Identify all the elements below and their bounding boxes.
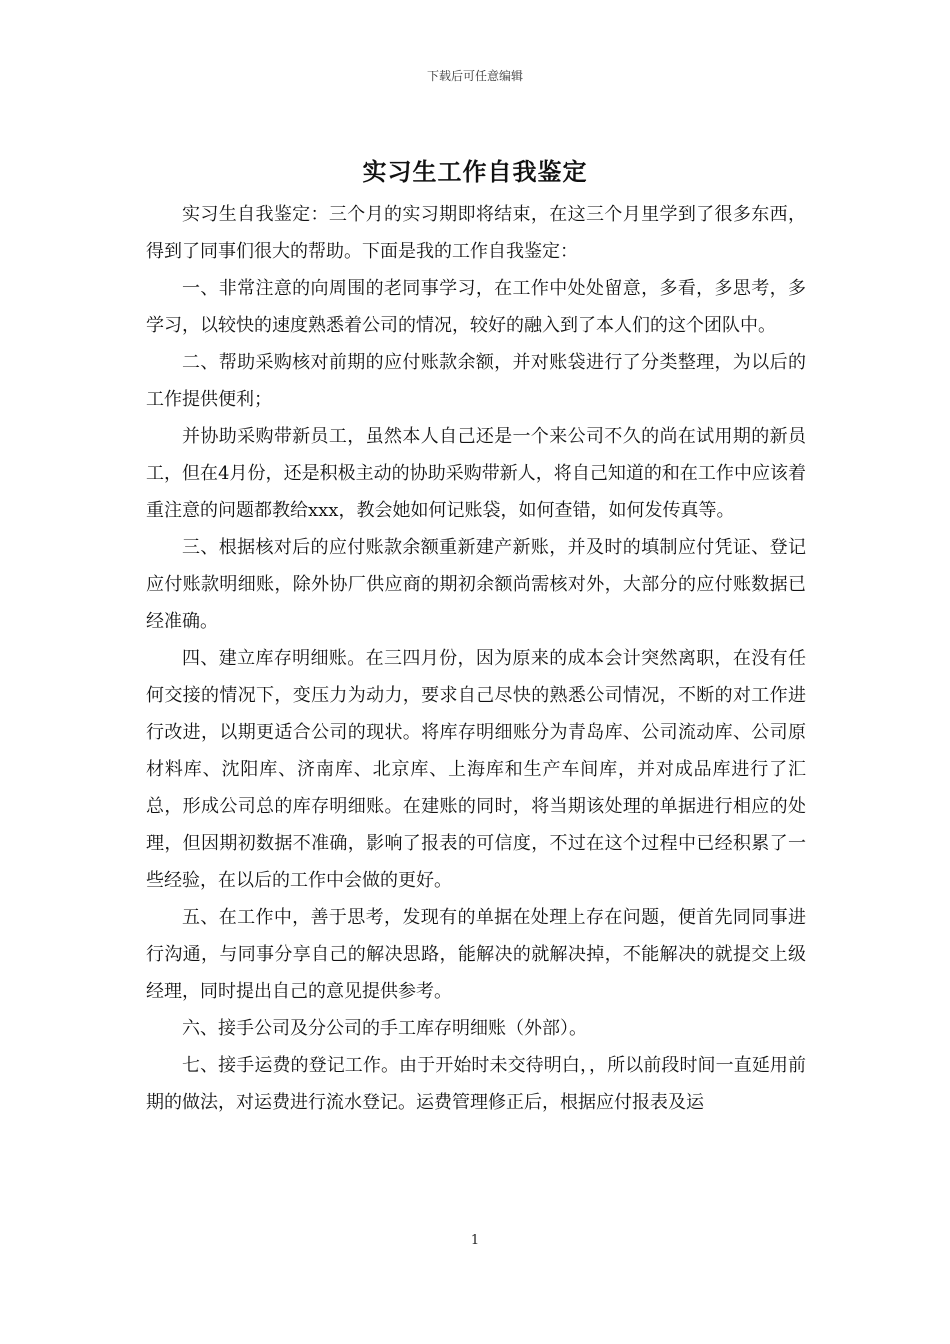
- paragraph-item-7: 七、接手运费的登记工作。由于开始时未交待明白，，所以前段时间一直延用前期的做法，对运费进行流水登记。运费管理修正后，根据应付报表及运: [146, 1055, 806, 1113]
- document-title: 实习生工作自我鉴定: [362, 158, 588, 186]
- page-number: 1: [470, 1233, 480, 1248]
- paragraph-item-2: 二、帮助采购核对前期的应付账款余额，并对账袋进行了分类整理，为以后的工作提供便利；: [146, 352, 806, 410]
- page-header-note: 下载后可任意编辑: [426, 69, 523, 83]
- paragraph-item-4: 四、建立库存明细账。在三四月份，因为原来的成本会计突然离职，在没有任何交接的情况下，变压力为动力，要求自己尽快的熟悉公司情况，不断的对工作进行改进，以期更适合公司的现状。将库存明细账分为青岛库、公司流动库、公司原材料库、沈阳库、济南库、北京库、上海库和生产车间库，并对成品库进行了汇总，形成公司总的库存明细账。在建账的同时，将当期该处理的单据进行相应的处理，但因期初数据不准确，影响了报表的可信度，不过在这个过程中已经积累了一些经验，在以后的工作中会做的更好。: [146, 648, 806, 891]
- paragraph-item-1: 一、非常注意的向周围的老同事学习，在工作中处处留意，多看，多思考，多学习，以较快的速度熟悉着公司的情况，较好的融入到了本人们的这个团队中。: [146, 278, 806, 336]
- paragraph-item-5: 五、在工作中，善于思考，发现有的单据在处理上存在问题，便首先同同事进行沟通，与同事分享自己的解决思路，能解决的就解决掉，不能解决的就提交上级经理，同时提出自己的意见提供参考。: [146, 907, 806, 1002]
- document-body: [146, 196, 806, 1121]
- paragraph-item-3: 三、根据核对后的应付账款余额重新建产新账，并及时的填制应付凭证、登记应付账款明细账，除外协厂供应商的期初余额尚需核对外，大部分的应付账数据已经准确。: [146, 537, 806, 632]
- paragraph-intro: 实习生自我鉴定：三个月的实习期即将结束，在这三个月里学到了很多东西，得到了同事们很大的帮助。下面是我的工作自我鉴定：: [146, 204, 806, 262]
- paragraph-item-6: 六、接手公司及分公司的手工库存明细账（外部）。: [182, 1018, 587, 1039]
- paragraph-item-2-cont: 并协助采购带新员工，虽然本人自己还是一个来公司不久的尚在试用期的新员工，但在4月份，还是积极主动的协助采购带新人，将自己知道的和在工作中应该着重注意的问题都教给xxx，教会她如何记账袋，如何查错，如何发传真等。: [146, 426, 806, 521]
